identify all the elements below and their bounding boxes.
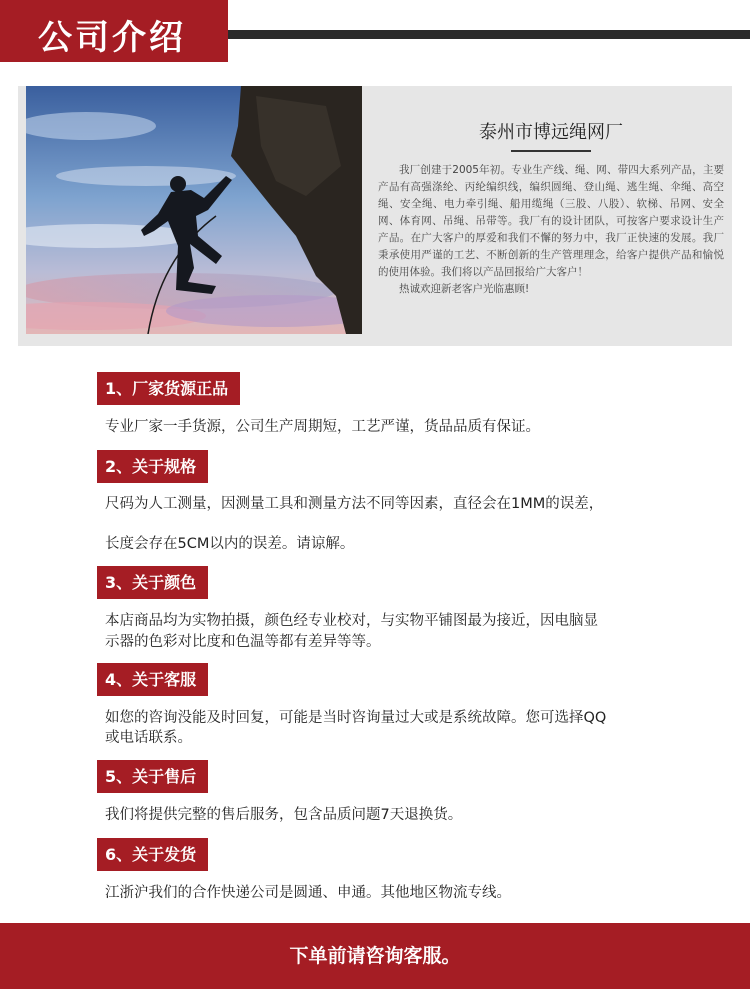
section-text: 本店商品均为实物拍摄，颜色经专业校对，与实物平铺图最为接近，因电脑显 (105, 613, 598, 629)
section-label: 5、关于售后 (97, 760, 208, 793)
section-label: 2、关于规格 (97, 450, 208, 483)
footer-notice: 下单前请咨询客服。 (289, 945, 461, 967)
welcome-message: 热诚欢迎新老客户光临惠顾! (399, 283, 530, 295)
company-description: 我厂创建于2005年初。专业生产线、绳、网、带四大系列产品，主要产品有高强涤纶、丙纶编织线，编织圆绳、登山绳、逃生绳、伞绳、高空绳、安全绳、电力牵引绳、船用缆绳（三股、八股）、软梯、吊网、安全网、体育网、吊绳、吊带等。我厂有的设计团队，可按客户要求设计生产产品。在广大客户的厚爱和我们不懈的努力中，我厂正快速的发展。我厂秉承使用严谨的工艺、不断创新的生产管理理念，给客户提供产品和愉悦的使用体验。我们将以产品回报给广大客户！ (378, 164, 724, 278)
header-divider (228, 30, 750, 39)
section-text: 尺码为人工测量，因测量工具和测量方法不同等因素，直径会在1MM的误差， (105, 496, 604, 512)
section-genuine-source (97, 372, 240, 405)
company-name-underline (511, 150, 591, 152)
section-after-sales (97, 760, 208, 793)
section-text: 或电话联系。 (105, 730, 192, 746)
section-text: 长度会存在5CM以内的误差。请谅解。 (105, 536, 355, 552)
section-text: 示器的色彩对比度和色温等都有差异等等。 (105, 634, 381, 650)
section-text: 我们将提供完整的售后服务，包含品质问题7天退换货。 (105, 807, 463, 823)
company-intro-panel (18, 86, 732, 346)
section-label: 4、关于客服 (97, 663, 208, 696)
section-color (97, 566, 208, 599)
page-title: 公司介绍 (38, 18, 186, 58)
section-label: 6、关于发货 (97, 838, 208, 871)
section-customer-service (97, 663, 208, 696)
page-header (0, 0, 750, 62)
company-intro-text (378, 118, 724, 298)
climber-illustration (26, 86, 362, 334)
section-specifications (97, 450, 208, 483)
footer-bar (0, 923, 750, 989)
rock-climber-photo (26, 86, 362, 334)
section-label: 1、厂家货源正品 (97, 372, 240, 405)
section-label: 3、关于颜色 (97, 566, 208, 599)
section-text: 江浙沪我们的合作快递公司是圆通、申通。其他地区物流专线。 (105, 885, 511, 901)
section-text: 专业厂家一手货源，公司生产周期短，工艺严谨，货品品质有保证。 (105, 419, 540, 435)
company-name: 泰州市博远绳网厂 (479, 122, 623, 143)
section-text: 如您的咨询没能及时回复，可能是当时咨询量过大或是系统故障。您可选择QQ (105, 710, 607, 726)
section-shipping (97, 838, 208, 871)
